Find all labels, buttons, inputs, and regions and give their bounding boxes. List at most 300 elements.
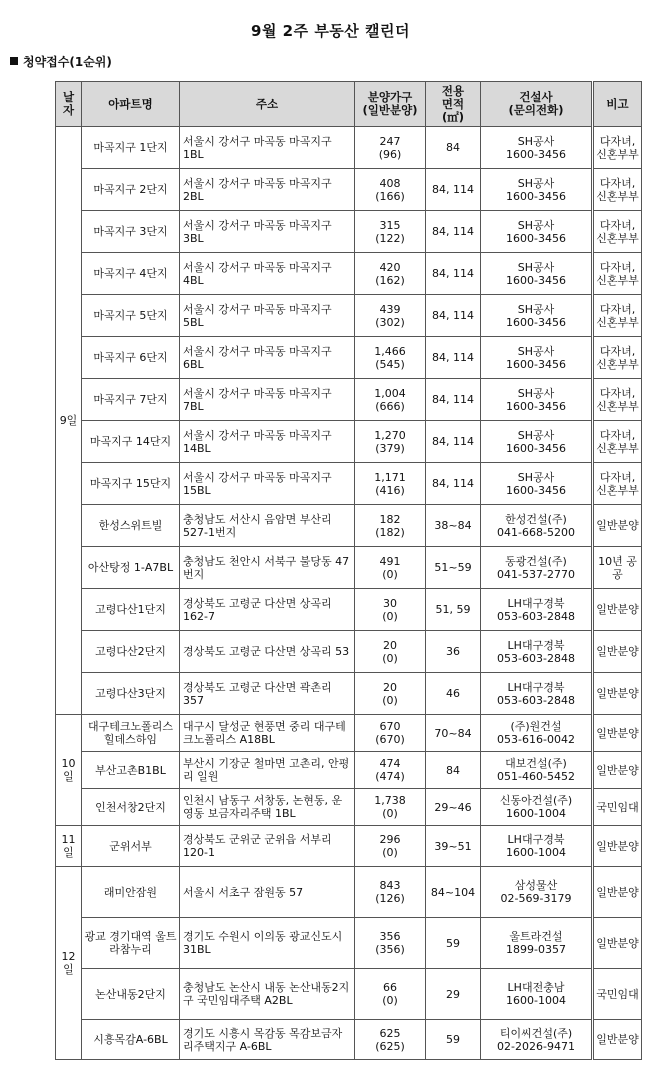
note-text: 일반분양 — [596, 726, 639, 740]
note-text: 다자녀, 신혼부부 — [596, 386, 639, 413]
units-cell — [355, 463, 426, 505]
builder-name: SH공사 — [517, 428, 555, 442]
note-cell — [593, 379, 642, 421]
address-cell — [180, 127, 355, 169]
builder-name: 신동아건설(주) — [499, 794, 573, 807]
header-builder — [481, 82, 593, 127]
note-text: 다자녀, 신혼부부 — [596, 470, 639, 497]
apartment-name-cell — [82, 547, 180, 589]
builder-cell — [481, 295, 593, 337]
table-row — [56, 867, 642, 918]
builder-phone: 053-603-2848 — [497, 693, 575, 707]
table-row — [56, 421, 642, 463]
area-value: 46 — [446, 687, 460, 700]
address-text: 경상북도 군위군 군위읍 서부리 120-1 — [183, 833, 332, 859]
apartment-name: 광교 경기대역 울트라참누리 — [84, 930, 177, 956]
area-value: 84, 114 — [432, 309, 474, 322]
apartment-name: 마곡지구 1단지 — [93, 141, 168, 154]
area-value: 38~84 — [434, 519, 472, 532]
total-units: 356 — [379, 930, 401, 943]
builder-phone: 02-569-3179 — [500, 892, 572, 905]
area-cell — [426, 211, 481, 253]
area-value: 51, 59 — [435, 603, 471, 616]
area-cell — [426, 715, 481, 752]
note-cell — [593, 463, 642, 505]
note-text: 10년 공공 — [598, 554, 637, 581]
builder-name: SH공사 — [517, 176, 555, 190]
general-units: (625) — [375, 1039, 405, 1053]
units-cell — [355, 752, 426, 789]
builder-cell — [481, 253, 593, 295]
apartment-name-cell — [82, 969, 180, 1020]
table-row — [56, 211, 642, 253]
total-units: 1,270 — [374, 428, 406, 442]
builder-cell — [481, 826, 593, 867]
area-value: 84, 114 — [432, 183, 474, 196]
apartment-name-cell — [82, 631, 180, 673]
area-value: 84 — [446, 763, 460, 777]
note-cell — [593, 127, 642, 169]
general-units: (0) — [382, 994, 398, 1007]
address-text: 서울시 강서구 마곡동 마곡지구 3BL — [183, 218, 332, 245]
units-cell — [355, 826, 426, 867]
address-text: 서울시 강서구 마곡동 마곡지구 5BL — [183, 302, 332, 329]
builder-phone: 053-603-2848 — [497, 651, 575, 665]
note-text: 다자녀, 신혼부부 — [596, 428, 639, 455]
apartment-name-cell — [82, 463, 180, 505]
month-cell: 9일 — [56, 127, 82, 715]
builder-cell — [481, 379, 593, 421]
header-apt-label: 아파트명 — [108, 96, 153, 111]
area-value: 84, 114 — [432, 225, 474, 238]
builder-name: 울트라건설 — [509, 930, 563, 943]
address-text: 서울시 강서구 마곡동 마곡지구 6BL — [183, 344, 332, 371]
note-cell — [593, 918, 642, 969]
address-cell — [180, 589, 355, 631]
builder-cell — [481, 631, 593, 673]
total-units: 1,171 — [374, 470, 406, 484]
apartment-name: 논산내동2단지 — [95, 987, 166, 1001]
address-cell — [180, 295, 355, 337]
address-cell — [180, 826, 355, 867]
address-text: 충청남도 논산시 내동 논산내동2지구 국민임대주택 A2BL — [183, 981, 350, 1007]
area-value: 84, 114 — [432, 435, 474, 448]
month-cell: 12일 — [56, 867, 82, 1060]
builder-cell — [481, 547, 593, 589]
address-text: 경기도 시흥시 목감동 목감보금자리주택지구 A-6BL — [183, 1026, 343, 1053]
address-cell — [180, 918, 355, 969]
general-units: (545) — [375, 357, 405, 371]
builder-cell — [481, 169, 593, 211]
table-row — [56, 547, 642, 589]
apartment-name-cell — [82, 379, 180, 421]
note-text: 일반분양 — [596, 936, 639, 950]
apartment-name-cell — [82, 253, 180, 295]
apartment-name: 부산고촌B1BL — [95, 763, 166, 777]
apartment-name-cell — [82, 826, 180, 867]
address-cell — [180, 969, 355, 1020]
address-cell — [180, 752, 355, 789]
builder-phone: 1600-3456 — [506, 231, 566, 245]
units-cell — [355, 867, 426, 918]
table-row — [56, 826, 642, 867]
note-text: 일반분양 — [596, 519, 639, 532]
page-title: 9월 2주 부동산 캘린더 — [251, 22, 410, 40]
builder-cell — [481, 918, 593, 969]
area-value: 70~84 — [434, 726, 472, 740]
address-text: 부산시 기장군 철마면 고촌리, 안평리 일원 — [183, 757, 350, 783]
address-text: 서울시 강서구 마곡동 마곡지구 15BL — [183, 470, 332, 497]
apartment-name-cell — [82, 1020, 180, 1060]
note-text: 일반분양 — [596, 763, 639, 777]
area-cell — [426, 421, 481, 463]
header-month — [56, 82, 82, 127]
address-text: 충청남도 서산시 음암면 부산리 527-1번지 — [183, 512, 332, 539]
note-cell — [593, 589, 642, 631]
total-units: 474 — [379, 757, 401, 770]
builder-phone: 053-616-0042 — [497, 733, 575, 746]
area-value: 59 — [446, 936, 460, 950]
note-cell — [593, 505, 642, 547]
apartment-name: 마곡지구 14단지 — [89, 435, 172, 448]
units-cell — [355, 673, 426, 715]
area-cell — [426, 918, 481, 969]
apartment-name: 고령다산1단지 — [95, 603, 166, 616]
total-units: 30 — [383, 596, 397, 610]
builder-cell — [481, 752, 593, 789]
note-text: 일반분양 — [596, 645, 639, 658]
general-units: (166) — [375, 189, 405, 203]
builder-phone: 02-2026-9471 — [497, 1039, 575, 1053]
builder-cell — [481, 127, 593, 169]
builder-cell — [481, 337, 593, 379]
general-units: (0) — [382, 846, 398, 859]
apartment-name-cell — [82, 589, 180, 631]
units-cell — [355, 253, 426, 295]
note-cell — [593, 969, 642, 1020]
units-cell — [355, 127, 426, 169]
builder-cell — [481, 421, 593, 463]
area-cell — [426, 631, 481, 673]
header-builder-label: 건설사 (문의전화) — [508, 90, 564, 117]
total-units: 66 — [383, 981, 397, 994]
builder-cell — [481, 969, 593, 1020]
apartment-name-cell — [82, 789, 180, 826]
apartment-name-cell — [82, 867, 180, 918]
table-row — [56, 505, 642, 547]
area-value: 84, 114 — [432, 477, 474, 490]
area-cell — [426, 547, 481, 589]
apartment-name: 시흥목감A-6BL — [93, 1033, 168, 1046]
address-text: 인천시 남동구 서창동, 논현동, 운영동 보금자리주택 1BL — [183, 794, 343, 820]
area-cell — [426, 826, 481, 867]
builder-phone: 1600-3456 — [506, 399, 566, 413]
header-address — [180, 82, 355, 127]
general-units: (302) — [375, 315, 405, 329]
units-cell — [355, 421, 426, 463]
header-area-label: 전용 면적 (㎡) — [441, 83, 465, 124]
builder-cell — [481, 211, 593, 253]
builder-cell — [481, 867, 593, 918]
address-text: 충청남도 천안시 서북구 불당동 47번지 — [183, 554, 350, 581]
total-units: 1,004 — [374, 386, 406, 400]
apartment-name-cell — [82, 127, 180, 169]
area-cell — [426, 337, 481, 379]
area-cell — [426, 295, 481, 337]
area-cell — [426, 1020, 481, 1060]
note-cell — [593, 1020, 642, 1060]
square-bullet-icon — [10, 57, 18, 65]
apartment-name: 아산탕정 1-A7BL — [87, 561, 174, 574]
note-text: 다자녀, 신혼부부 — [596, 218, 639, 245]
units-cell — [355, 969, 426, 1020]
apartment-name-cell — [82, 211, 180, 253]
address-text: 대구시 달성군 현풍면 중리 대구테크노폴리스 A18BL — [183, 720, 346, 746]
general-units: (379) — [375, 441, 405, 455]
builder-cell — [481, 589, 593, 631]
address-cell — [180, 211, 355, 253]
section-heading — [10, 53, 112, 70]
address-cell — [180, 547, 355, 589]
address-text: 서울시 강서구 마곡동 마곡지구 4BL — [183, 260, 332, 287]
builder-phone: 041-537-2770 — [497, 567, 575, 581]
note-text: 일반분양 — [596, 839, 639, 853]
area-cell — [426, 789, 481, 826]
area-cell — [426, 589, 481, 631]
general-units: (0) — [382, 807, 398, 820]
apartment-name: 마곡지구 7단지 — [93, 393, 168, 406]
area-cell — [426, 169, 481, 211]
total-units: 420 — [379, 260, 401, 274]
address-cell — [180, 715, 355, 752]
apartment-name-cell — [82, 918, 180, 969]
builder-name: 삼성물산 — [514, 879, 558, 892]
area-value: 51~59 — [434, 561, 472, 574]
address-cell — [180, 505, 355, 547]
table-row — [56, 1020, 642, 1060]
header-row — [56, 82, 642, 127]
builder-cell — [481, 505, 593, 547]
table-row — [56, 379, 642, 421]
note-cell — [593, 421, 642, 463]
general-units: (474) — [375, 770, 405, 783]
table-row — [56, 789, 642, 826]
area-value: 59 — [446, 1033, 460, 1046]
table-row — [56, 127, 642, 169]
header-units — [355, 82, 426, 127]
header-month-label: 날자 — [62, 90, 75, 117]
total-units: 20 — [383, 680, 397, 694]
builder-phone: 1600-3456 — [506, 357, 566, 371]
address-text: 서울시 강서구 마곡동 마곡지구 1BL — [183, 134, 332, 161]
general-units: (0) — [382, 693, 398, 707]
general-units: (416) — [375, 483, 405, 497]
units-cell — [355, 379, 426, 421]
apartment-name-cell — [82, 715, 180, 752]
apartment-name: 군위서부 — [109, 839, 152, 853]
table-row — [56, 337, 642, 379]
address-cell — [180, 463, 355, 505]
total-units: 1,738 — [374, 794, 406, 807]
builder-phone: 1600-1004 — [506, 994, 566, 1007]
apartment-name-cell — [82, 752, 180, 789]
units-cell — [355, 631, 426, 673]
units-cell — [355, 337, 426, 379]
area-cell — [426, 253, 481, 295]
note-cell — [593, 169, 642, 211]
header-area — [426, 82, 481, 127]
builder-phone: 1600-3456 — [506, 147, 566, 161]
note-cell — [593, 337, 642, 379]
table-row — [56, 918, 642, 969]
apartment-name: 마곡지구 5단지 — [93, 309, 168, 322]
note-text: 일반분양 — [596, 885, 639, 899]
area-cell — [426, 752, 481, 789]
table-row — [56, 169, 642, 211]
area-value: 84, 114 — [432, 351, 474, 364]
units-cell — [355, 789, 426, 826]
general-units: (0) — [382, 651, 398, 665]
builder-name: 동광건설(주) — [505, 554, 567, 568]
total-units: 1,466 — [374, 344, 406, 358]
builder-phone: 1600-1004 — [506, 807, 566, 820]
general-units: (162) — [375, 273, 405, 287]
area-cell — [426, 969, 481, 1020]
builder-cell — [481, 715, 593, 752]
total-units: 247 — [379, 134, 401, 148]
builder-phone: 1600-3456 — [506, 483, 566, 497]
note-text: 국민임대 — [596, 800, 639, 814]
section-label: 청약접수(1순위) — [23, 55, 112, 69]
builder-phone: 051-460-5452 — [497, 770, 575, 783]
builder-name: SH공사 — [517, 470, 555, 484]
address-text: 경상북도 고령군 다산면 곽촌리 357 — [183, 680, 332, 707]
address-cell — [180, 673, 355, 715]
table-row — [56, 589, 642, 631]
apartment-name: 마곡지구 6단지 — [93, 351, 168, 364]
table-row — [56, 631, 642, 673]
total-units: 408 — [379, 176, 401, 190]
builder-name: (주)원건설 — [510, 720, 562, 733]
note-cell — [593, 826, 642, 867]
builder-name: SH공사 — [517, 344, 555, 358]
builder-phone: 1600-3456 — [506, 189, 566, 203]
apartment-name-cell — [82, 505, 180, 547]
header-units-label: 분양가구 (일반분양) — [362, 90, 418, 117]
area-value: 84, 114 — [432, 393, 474, 406]
header-apartment — [82, 82, 180, 127]
apartment-name: 대구테크노폴리스 힐데스하임 — [87, 720, 173, 746]
calendar-table — [55, 81, 642, 1060]
address-cell — [180, 789, 355, 826]
builder-phone: 1600-3456 — [506, 441, 566, 455]
table-row — [56, 295, 642, 337]
general-units: (0) — [382, 567, 398, 581]
builder-name: LH대구경북 — [507, 680, 565, 694]
area-value: 84 — [446, 141, 460, 154]
apartment-name-cell — [82, 295, 180, 337]
header-addr-label: 주소 — [255, 96, 279, 111]
apartment-name: 고령다산3단지 — [95, 687, 166, 700]
area-cell — [426, 673, 481, 715]
apartment-name: 마곡지구 2단지 — [93, 183, 168, 196]
address-text: 서울시 강서구 마곡동 마곡지구 7BL — [183, 386, 332, 413]
address-cell — [180, 253, 355, 295]
units-cell — [355, 1020, 426, 1060]
builder-name: SH공사 — [517, 386, 555, 400]
address-text: 경기도 수원시 이의동 광교신도시 31BL — [183, 930, 343, 956]
note-cell — [593, 211, 642, 253]
address-cell — [180, 867, 355, 918]
note-text: 다자녀, 신혼부부 — [596, 344, 639, 371]
total-units: 439 — [379, 302, 401, 316]
note-text: 일반분양 — [596, 687, 639, 700]
area-value: 84~104 — [430, 885, 476, 899]
note-cell — [593, 295, 642, 337]
total-units: 843 — [379, 879, 401, 892]
total-units: 20 — [383, 638, 397, 652]
area-value: 36 — [446, 645, 460, 658]
table-body — [56, 127, 642, 1060]
total-units: 296 — [379, 833, 401, 846]
builder-name: 한성건설(주) — [505, 512, 567, 526]
builder-cell — [481, 789, 593, 826]
general-units: (356) — [375, 943, 405, 956]
note-cell — [593, 547, 642, 589]
units-cell — [355, 715, 426, 752]
units-cell — [355, 589, 426, 631]
address-cell — [180, 631, 355, 673]
table-row — [56, 673, 642, 715]
header-note — [593, 82, 642, 127]
apartment-name: 래미안잠원 — [103, 885, 158, 899]
month-cell: 11일 — [56, 826, 82, 867]
builder-name: LH대구경북 — [507, 596, 565, 610]
general-units: (122) — [375, 231, 405, 245]
address-text: 경상북도 고령군 다산면 상곡리 162-7 — [183, 596, 332, 623]
area-cell — [426, 379, 481, 421]
area-value: 84, 114 — [432, 267, 474, 280]
address-cell — [180, 169, 355, 211]
note-cell — [593, 715, 642, 752]
builder-name: LH대구경북 — [507, 833, 565, 846]
builder-name: LH대구경북 — [507, 638, 565, 652]
builder-cell — [481, 673, 593, 715]
table-row — [56, 253, 642, 295]
note-text: 다자녀, 신혼부부 — [596, 260, 639, 287]
units-cell — [355, 505, 426, 547]
table-row — [56, 752, 642, 789]
note-text: 일반분양 — [596, 603, 639, 616]
area-cell — [426, 127, 481, 169]
apartment-name: 마곡지구 3단지 — [93, 225, 168, 238]
month-cell: 10일 — [56, 715, 82, 826]
apartment-name: 고령다산2단지 — [95, 645, 166, 658]
area-cell — [426, 867, 481, 918]
builder-name: 대보건설(주) — [505, 757, 567, 770]
note-text: 일반분양 — [596, 1033, 639, 1046]
note-text: 다자녀, 신혼부부 — [596, 176, 639, 203]
units-cell — [355, 547, 426, 589]
note-text: 국민임대 — [596, 987, 639, 1001]
address-text: 서울시 강서구 마곡동 마곡지구 2BL — [183, 176, 332, 203]
apartment-name-cell — [82, 169, 180, 211]
address-text: 서울시 강서구 마곡동 마곡지구 14BL — [183, 428, 332, 455]
builder-name: LH대전충남 — [507, 981, 565, 994]
general-units: (96) — [378, 147, 402, 161]
note-cell — [593, 673, 642, 715]
general-units: (126) — [375, 892, 405, 905]
